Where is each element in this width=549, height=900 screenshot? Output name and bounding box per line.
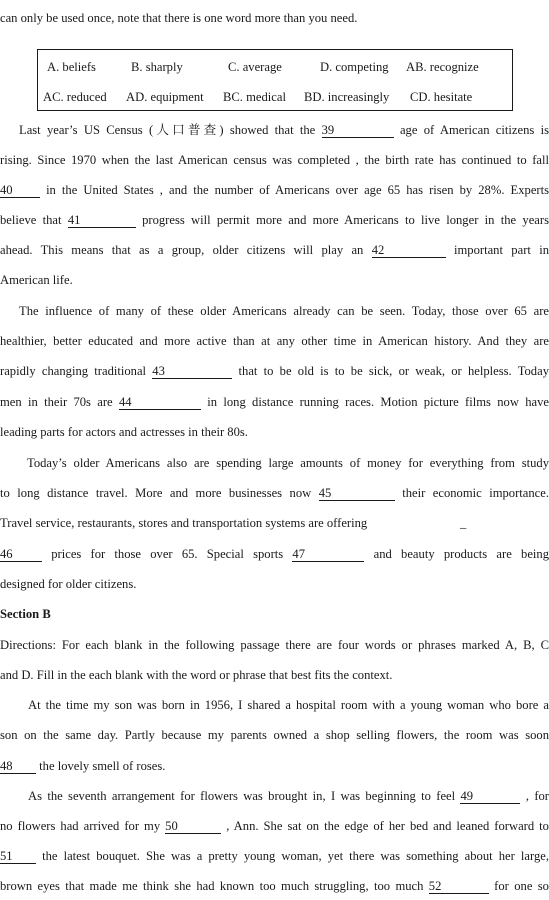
option-cd: CD. hesitate <box>410 90 473 104</box>
passage-line: designed for older citizens. <box>0 577 137 591</box>
blank-46[interactable]: 46 <box>0 548 42 562</box>
passage-line: rapidly changing traditional 43 that to be old is to be sick, or weak, or helpless. Today <box>0 364 549 378</box>
option-ab: AB. recognize <box>406 60 479 74</box>
blank-40[interactable]: 40 <box>0 184 40 198</box>
option-ac: AC. reduced <box>43 90 107 104</box>
blank-52[interactable]: 52 <box>429 880 489 894</box>
passage-line: 51 the latest bouquet. She was a pretty young woman, yet there was something about her large, <box>0 849 549 863</box>
directions-line: and D. Fill in the each blank with the word or phrase that best fits the context. <box>0 668 393 682</box>
blank-50[interactable]: 50 <box>165 820 221 834</box>
blank-42[interactable]: 42 <box>372 244 446 258</box>
passage-line: Last year’s US Census (人口普查) showed that the 39 age of American citizens is <box>19 123 549 137</box>
passage-line: At the time my son was born in 1956, I shared a hospital room with a young woman who bore a <box>28 698 549 712</box>
passage-line: leading parts for actors and actresses in their 80s. <box>0 425 248 439</box>
option-bd: BD. increasingly <box>304 90 390 104</box>
passage-line: ahead. This means that as a group, older citizens will play an 42 important part in <box>0 243 549 257</box>
passage-line: healthier, better educated and more active than at any other time in American history. And they are <box>0 334 549 348</box>
passage-line: Today’s older Americans also are spending large amounts of money for everything from study <box>27 456 549 470</box>
blank-48[interactable]: 48 <box>0 760 36 774</box>
option-ad: AD. equipment <box>126 90 204 104</box>
passage-line: Travel service, restaurants, stores and transportation systems are offering _ <box>0 516 467 530</box>
passage-line: 40 in the United States , and the number of Americans over age 65 has risen by 28%. Experts <box>0 183 549 197</box>
blank-51[interactable]: 51 <box>0 850 36 864</box>
passage-line: 46 prices for those over 65. Special sports 47 and beauty products are being <box>0 547 549 561</box>
option-bc: BC. medical <box>223 90 286 104</box>
passage-line: rising. Since 1970 when the last American census was completed , the birth rate has continued to fall <box>0 153 549 167</box>
blank-49[interactable]: 49 <box>460 790 520 804</box>
passage-line: men in their 70s are 44 in long distance running races. Motion picture films now have <box>0 395 549 409</box>
passage-line: American life. <box>0 273 73 287</box>
passage-line: believe that 41 progress will permit more and more Americans to live longer in the years <box>0 213 549 227</box>
stray-mark: _ <box>460 516 467 530</box>
word-bank-box <box>37 49 513 111</box>
directions-line: Directions: For each blank in the following passage there are four words or phrases marked A, B, C <box>0 638 549 652</box>
blank-39[interactable]: 39 <box>322 124 394 138</box>
blank-43[interactable]: 43 <box>152 365 232 379</box>
passage-line: son on the same day. Partly because my parents owned a shop selling flowers, the room was soon <box>0 728 549 742</box>
blank-47[interactable]: 47 <box>292 548 364 562</box>
passage-line: The influence of many of these older Americans already can be seen. Today, those over 65 are <box>19 304 549 318</box>
section-b-heading: Section B <box>0 607 51 621</box>
blank-45[interactable]: 45 <box>319 487 395 501</box>
passage-line: to long distance travel. More and more businesses now 45 their economic importance. <box>0 486 549 500</box>
passage-line: As the seventh arrangement for flowers was brought in, I was beginning to feel 49 , for <box>28 789 549 803</box>
option-d: D. competing <box>320 60 389 74</box>
passage-line: 48 the lovely smell of roses. <box>0 759 166 773</box>
passage-line: brown eyes that made me think she had known too much struggling, too much 52 for one so <box>0 879 549 893</box>
passage-line: no flowers had arrived for my 50 , Ann. She sat on the edge of her bed and leaned forward to <box>0 819 549 833</box>
instruction-line: can only be used once, note that there is one word more than you need. <box>0 11 358 25</box>
option-b: B. sharply <box>131 60 183 74</box>
blank-44[interactable]: 44 <box>119 396 201 410</box>
option-a: A. beliefs <box>47 60 96 74</box>
blank-41[interactable]: 41 <box>68 214 136 228</box>
option-c: C. average <box>228 60 282 74</box>
